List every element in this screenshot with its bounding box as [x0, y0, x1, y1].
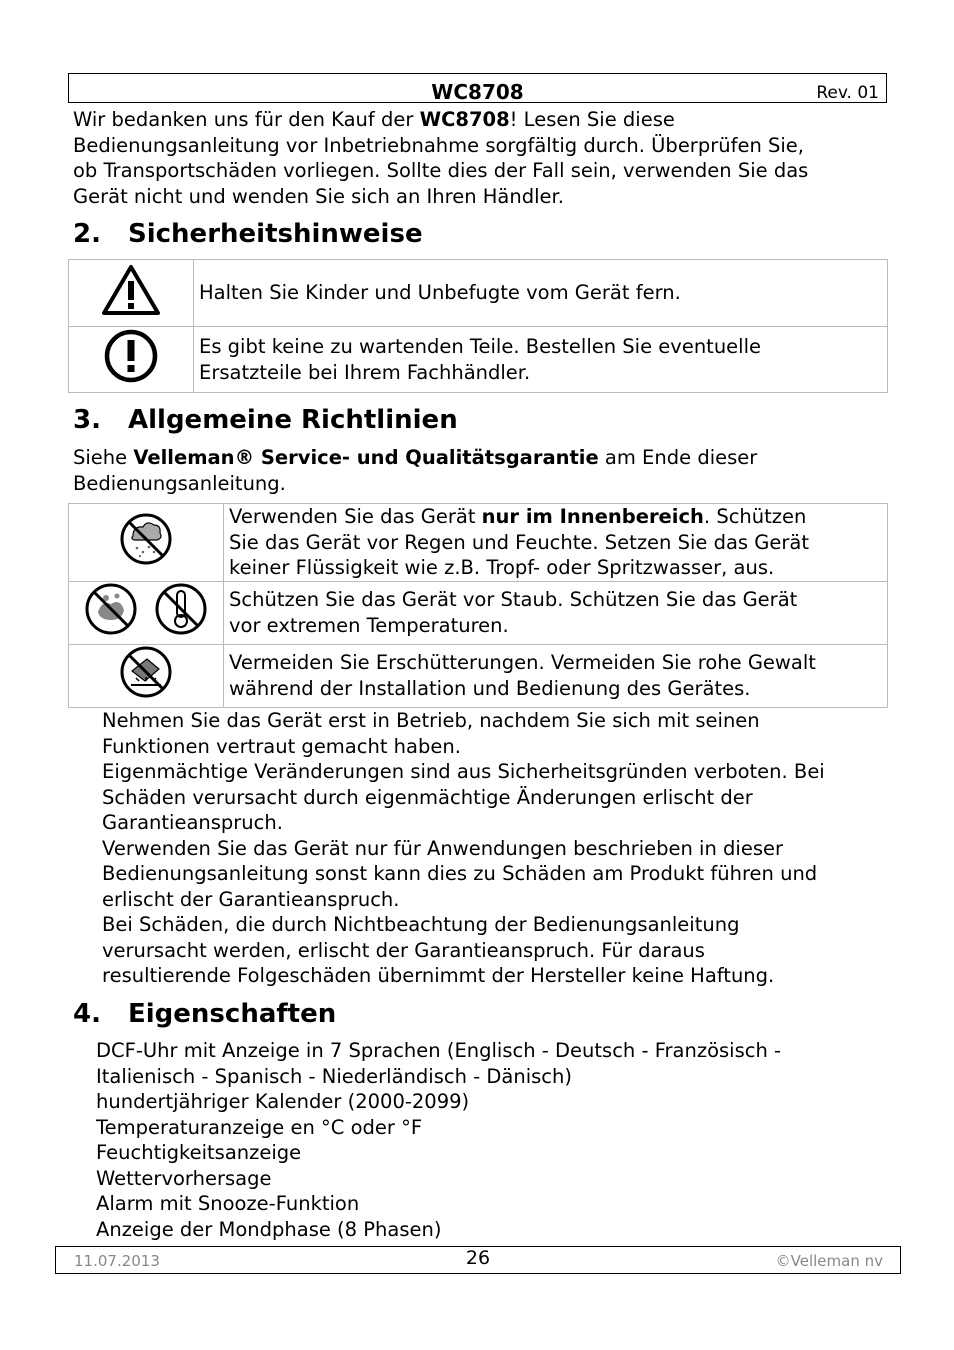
- no-rain-icon: [69, 504, 224, 582]
- exclamation-circle-icon: [69, 327, 194, 393]
- list-item: Feuchtigkeitsanzeige: [96, 1141, 302, 1164]
- section-3-intro: Siehe Velleman® Service- und Qualitätsgarantie am Ende dieser Bedienungsanleitung.: [73, 446, 758, 495]
- list-item: Schäden verursacht durch eigenmächtige Änderungen erlischt der: [102, 785, 753, 809]
- guidelines-table: [68, 503, 888, 708]
- guideline-icons-dust-temperature: [69, 581, 224, 644]
- intro-line-4: Gerät nicht und wenden Sie sich an Ihren Händler.: [73, 184, 564, 208]
- no-extreme-temperature-icon: [154, 582, 208, 643]
- no-dust-icon: [84, 582, 138, 643]
- list-item: hundertjähriger Kalender (2000-2099): [96, 1090, 470, 1113]
- list-item: Bei Schäden, die durch Nichtbeachtung der Bedienungsanleitung: [102, 913, 740, 936]
- guideline-row: [69, 504, 888, 582]
- safety-text-1: Halten Sie Kinder und Unbefugte vom Gerät fern.: [194, 260, 888, 327]
- page-header: [68, 73, 887, 103]
- features-list: [96, 1038, 896, 1242]
- footer-date: 11.07.2013: [74, 1252, 160, 1270]
- guideline-row: [69, 581, 888, 644]
- section-3-heading: 3. Allgemeine Richtlinien: [73, 405, 458, 435]
- list-item: Italienisch - Spanisch - Niederländisch - Dänisch): [96, 1064, 572, 1088]
- intro-model: WC8708: [419, 108, 510, 131]
- section-4-heading: 4. Eigenschaften: [73, 999, 337, 1029]
- list-item: Verwenden Sie das Gerät nur für Anwendungen beschrieben in dieser: [102, 836, 783, 860]
- intro-paragraph: [73, 107, 893, 209]
- page-footer: [55, 1246, 901, 1274]
- guideline-text-shock: Vermeiden Sie Erschütterungen. Vermeiden Sie rohe Gewalt während der Installation und Bedienung des Gerätes.: [224, 644, 888, 707]
- guidelines-bullets: [102, 708, 892, 989]
- list-item: Funktionen vertraut gemacht haben.: [102, 734, 461, 758]
- list-item: Anzeige der Mondphase (8 Phasen): [96, 1217, 442, 1241]
- list-item: Temperaturanzeige en °C oder °F: [96, 1115, 423, 1139]
- list-item: Alarm mit Snooze-Funktion: [96, 1192, 360, 1215]
- list-item: Nehmen Sie das Gerät erst in Betrieb, nachdem Sie sich mit seinen: [102, 709, 760, 732]
- list-item: Eigenmächtige Veränderungen sind aus Sicherheitsgründen verboten. Bei: [102, 760, 825, 783]
- guideline-text-dust-temperature: Schützen Sie das Gerät vor Staub. Schützen Sie das Gerät vor extremen Temperaturen.: [224, 581, 888, 644]
- warning-triangle-icon: [69, 260, 194, 327]
- list-item: DCF-Uhr mit Anzeige in 7 Sprachen (Englisch - Deutsch - Französisch -: [96, 1039, 782, 1062]
- page-number: 26: [465, 1247, 491, 1269]
- no-shock-icon: [69, 644, 224, 707]
- guideline-row: [69, 644, 888, 707]
- intro-line-3: ob Transportschäden vorliegen. Sollte dies der Fall sein, verwenden Sie das: [73, 159, 809, 182]
- list-item: verursacht werden, erlischt der Garantieanspruch. Für daraus: [102, 938, 705, 962]
- list-item: Bedienungsanleitung sonst kann dies zu Schäden am Produkt führen und: [102, 862, 818, 885]
- guideline-text-indoor: Verwenden Sie das Gerät nur im Innenbereich. Schützen Sie das Gerät vor Regen und Feuchte. Setzen Sie das Gerät keiner Flüssigkeit wie z.B. Tropf- oder Spritzwasser, aus.: [224, 504, 888, 582]
- section-2-heading: 2. Sicherheitshinweise: [73, 219, 423, 249]
- safety-row: [69, 327, 888, 393]
- safety-table: [68, 259, 888, 393]
- velleman-guarantee-ref: Velleman® Service- und Qualitätsgarantie: [133, 446, 599, 469]
- safety-text-2: Es gibt keine zu wartenden Teile. Bestellen Sie eventuelle Ersatzteile bei Ihrem Fachhändler.: [194, 327, 888, 393]
- footer-copyright: ©Velleman nv: [775, 1252, 883, 1270]
- header-revision: Rev. 01: [816, 83, 879, 103]
- list-item: erlischt der Garantieanspruch.: [102, 887, 400, 911]
- list-item: Garantieanspruch.: [102, 811, 283, 834]
- list-item: resultierende Folgeschäden übernimmt der Hersteller keine Haftung.: [102, 964, 775, 987]
- intro-line-1: Wir bedanken uns für den Kauf der WC8708! Lesen Sie diese: [73, 108, 675, 131]
- intro-line-2: Bedienungsanleitung vor Inbetriebnahme sorgfältig durch. Überprüfen Sie,: [73, 133, 804, 157]
- safety-row: [69, 260, 888, 327]
- list-item: Wettervorhersage: [96, 1166, 272, 1190]
- header-model: WC8708: [431, 80, 524, 104]
